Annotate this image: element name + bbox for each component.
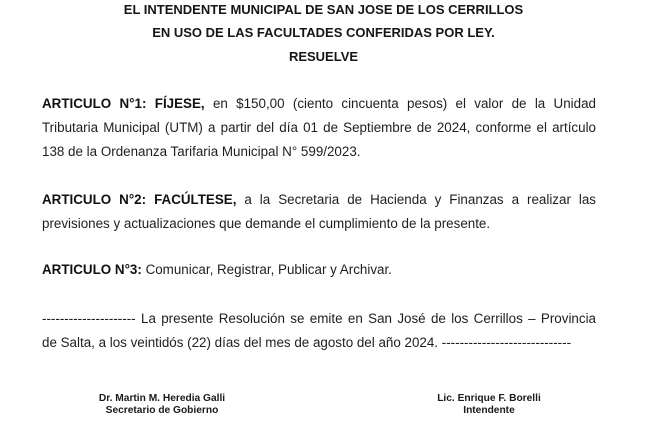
article-2-text-1: a la Secretaria de Hacienda y Finanzas a realizar las bbox=[236, 192, 596, 207]
article-1-verb: FÍJESE, bbox=[154, 96, 205, 111]
article-1-line-1 bbox=[42, 92, 596, 116]
closing-line-1: --------------------- La presente Resolución se emite en San José de los Cerrillos – Provincia bbox=[42, 311, 596, 326]
article-2-line-2: previsiones y actualizaciones que demande el cumplimiento de la presente. bbox=[42, 216, 491, 231]
header-powers: EN USO DE LAS FACULTADES CONFERIDAS POR LEY. bbox=[152, 25, 495, 40]
article-3-line-1 bbox=[42, 258, 596, 282]
signature-mayor bbox=[426, 393, 552, 417]
article-2-verb: FACÚLTESE, bbox=[154, 192, 237, 207]
signature-secretary-title: Secretario de Gobierno bbox=[105, 405, 219, 416]
article-1-line-3: 138 de la Ordenanza Tarifaria Municipal N° 599/2023. bbox=[42, 144, 361, 159]
article-1 bbox=[42, 92, 596, 164]
header-authority: EL INTENDENTE MUNICIPAL DE SAN JOSE DE LOS CERRILLOS bbox=[123, 2, 524, 17]
article-3 bbox=[42, 258, 596, 282]
article-1-label: ARTICULO N°1: bbox=[42, 96, 147, 111]
signature-secretary-name: Dr. Martin M. Heredia Galli bbox=[98, 393, 226, 404]
article-2-label: ARTICULO N°2: bbox=[42, 192, 147, 207]
article-2 bbox=[42, 188, 596, 236]
closing-line-2: de Salta, a los veintidós (22) días del mes de agosto del año 2024. ----------------------------- bbox=[42, 335, 572, 350]
signature-mayor-title: Intendente bbox=[463, 405, 515, 416]
article-2-line-1 bbox=[42, 188, 596, 212]
closing-paragraph bbox=[42, 307, 596, 355]
article-1-text-1: en $150,00 (ciento cincuenta pesos) el valor de la Unidad bbox=[204, 96, 596, 111]
article-3-text-1: Comunicar, Registrar, Publicar y Archivar. bbox=[141, 262, 392, 277]
signature-secretary bbox=[88, 393, 236, 417]
article-3-label: ARTICULO N°3: bbox=[42, 262, 142, 277]
signature-mayor-name: Lic. Enrique F. Borelli bbox=[437, 393, 541, 404]
article-1-line-2: Tributaria Municipal (UTM) a partir del día 01 de Septiembre de 2024, conforme el artículo bbox=[42, 120, 596, 135]
header-resuelve: RESUELVE bbox=[288, 49, 359, 64]
